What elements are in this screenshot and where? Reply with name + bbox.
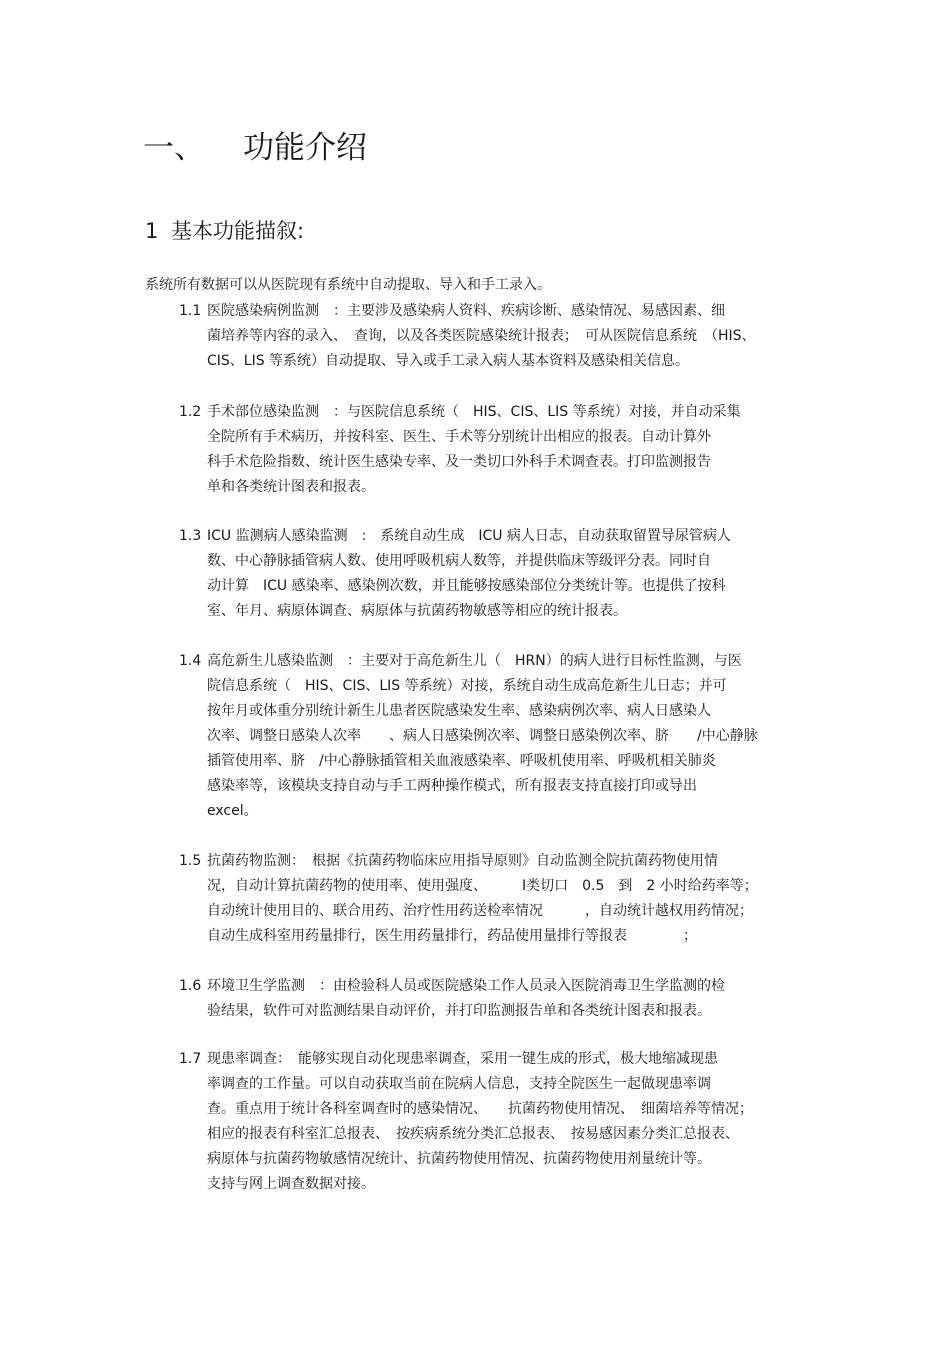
item-line: 按年月或体重分别统计新生儿患者医院感染发生率、感染病例次率、病人日感染人: [207, 703, 711, 719]
feature-item-1-6: [179, 974, 819, 1024]
item-line: 次率、调整日感染人次率 、病人日感染例次率、调整日感染例次率、脐 /中心静脉: [207, 728, 758, 744]
item-line: 自动统计使用目的、联合用药、治疗性用药送检率情况 ，自动统计越权用药情况；: [207, 903, 753, 919]
item-number: 1.1: [179, 303, 202, 319]
item-line: 菌培养等内容的录入、 查询，以及各类医院感染统计报表； 可从医院信息系统 （HIS、: [207, 328, 756, 344]
item-line: 相应的报表有科室汇总报表、 按疾病系统分类汇总报表、 按易感因素分类汇总报表、: [207, 1126, 739, 1142]
item-line: 抗菌药物监测： 根据《抗菌药物临床应用指导原则》自动监测全院抗菌药物使用情: [207, 853, 718, 869]
item-line: excel。: [207, 803, 258, 819]
feature-item-1-4: [179, 649, 819, 824]
item-line: 插管使用率、脐 /中心静脉插管相关血液感染率、呼吸机使用率、呼吸机相关肺炎: [207, 753, 716, 769]
feature-item-1-7: [179, 1047, 819, 1197]
item-number: 1.3: [179, 528, 202, 544]
item-line: 室、年月、病原体调查、病原体与抗菌药物敏感等相应的统计报表。: [207, 603, 627, 619]
feature-item-1-2: [179, 400, 819, 500]
item-line: 院信息系统（ HIS、CIS、LIS 等系统）对接，系统自动生成高危新生儿日志；并可: [207, 678, 727, 694]
item-line: 自动生成科室用药量排行，医生用药量排行，药品使用量排行等报表 ；: [207, 928, 697, 944]
item-line: 查。重点用于统计各科室调查时的感染情况、 抗菌药物使用情况、 细菌培养等情况；: [207, 1101, 753, 1117]
chapter-heading: [143, 128, 367, 168]
item-line: 单和各类统计图表和报表。: [207, 479, 375, 495]
section-title: 基本功能描叙:: [171, 219, 305, 243]
item-line: CIS、LIS 等系统）自动提取、导入或手工录入病人基本资料及感染相关信息。: [207, 353, 690, 369]
item-line: 病原体与抗菌药物敏感情况统计、抗菌药物使用情况、抗菌药物使用剂量统计等。: [207, 1151, 711, 1167]
feature-item-1-1: [179, 299, 819, 374]
item-line: 医院感染病例监测 ：主要涉及感染病人资料、疾病诊断、感染情况、易感因素、细: [207, 303, 725, 319]
item-line: 动计算 ICU 感染率、感染例次数，并且能够按感染部位分类统计等。也提供了按科: [207, 578, 726, 594]
item-line: 现患率调查： 能够实现自动化现患率调查，采用一键生成的形式，极大地缩减现患: [207, 1051, 718, 1067]
chapter-number: 一、: [143, 130, 205, 166]
item-number: 1.2: [179, 404, 202, 420]
item-number: 1.7: [179, 1051, 202, 1067]
item-line: 高危新生儿感染监测 ：主要对于高危新生儿（ HRN）的病人进行目标性监测，与医: [207, 653, 742, 669]
item-number: 1.6: [179, 978, 202, 994]
intro-paragraph: 系统所有数据可以从医院现有系统中自动提取、导入和手工录入。: [145, 277, 551, 293]
feature-item-1-5: [179, 849, 819, 949]
section-number: 1: [145, 219, 159, 243]
item-line: 况，自动计算抗菌药物的使用率、使用强度、 Ⅰ类切口 0.5 到 2 小时给药率等；: [207, 878, 758, 894]
item-line: 率调查的工作量。可以自动获取当前在院病人信息，支持全院医生一起做现患率调: [207, 1076, 711, 1092]
item-line: 验结果，软件可对监测结果自动评价，并打印监测报告单和各类统计图表和报表。: [207, 1003, 711, 1019]
item-line: 环境卫生学监测 ：由检验科人员或医院感染工作人员录入医院消毒卫生学监测的检: [207, 978, 725, 994]
section-heading: [145, 217, 304, 245]
item-line: ICU 监测病人感染监测 : 系统自动生成 ICU 病人日志，自动获取留置导尿管病人: [207, 528, 731, 544]
item-number: 1.4: [179, 653, 202, 669]
chapter-title: 功能介绍: [243, 130, 367, 166]
item-number: 1.5: [179, 853, 202, 869]
feature-item-1-3: [179, 524, 819, 624]
item-line: 手术部位感染监测 ：与医院信息系统（ HIS、CIS、LIS 等系统）对接，并自动采集: [207, 404, 741, 420]
item-line: 感染率等，该模块支持自动与手工两种操作模式，所有报表支持直接打印或导出: [207, 778, 697, 794]
item-line: 全院所有手术病历，并按科室、医生、手术等分别统计出相应的报表。自动计算外: [207, 429, 711, 445]
item-line: 数、中心静脉插管病人数、使用呼吸机病人数等，并提供临床等级评分表。同时自: [207, 553, 711, 569]
item-line: 科手术危险指数、统计医生感染专率、及一类切口外科手术调查表。打印监测报告: [207, 454, 711, 470]
item-line: 支持与网上调查数据对接。: [207, 1176, 375, 1192]
